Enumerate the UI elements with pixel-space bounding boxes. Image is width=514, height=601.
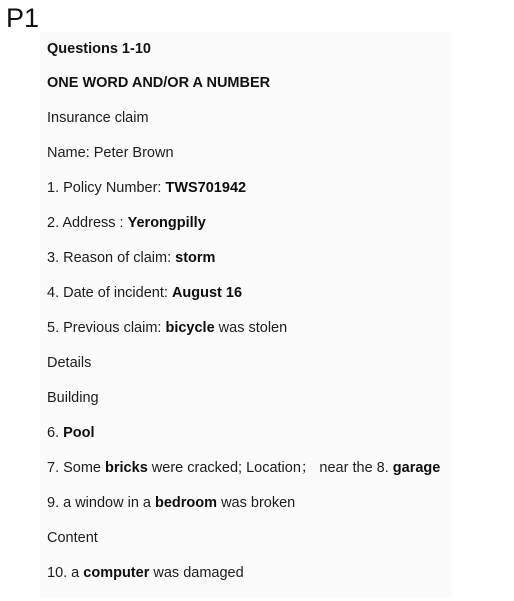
question-10-suffix: was damaged: [149, 565, 244, 581]
question-5: [47, 319, 287, 337]
question-1: [47, 179, 246, 197]
name-line: Name: Peter Brown: [47, 145, 174, 161]
question-6: [47, 424, 95, 442]
answer-5: bicycle: [165, 320, 215, 336]
question-4: [47, 284, 242, 302]
question-2: [47, 214, 206, 232]
question-9-label: 9. a window in a: [47, 495, 156, 511]
question-10: [47, 564, 244, 582]
instruction-heading: ONE WORD AND/OR A NUMBER: [47, 75, 271, 91]
answer-8: garage: [392, 460, 441, 476]
page-label: P1: [6, 3, 40, 33]
questions-heading-text: Questions 1-10: [47, 41, 151, 56]
question-3: [47, 249, 215, 267]
answer-1: TWS701942: [165, 180, 247, 196]
question-7-label: 7. Some: [47, 460, 106, 476]
answer-10: computer: [83, 565, 150, 581]
question-1-label: 1. Policy Number:: [47, 180, 166, 196]
details-label: Details: [47, 355, 92, 371]
building-label: Building: [47, 390, 99, 406]
answer-2: Yerongpilly: [127, 215, 206, 231]
question-5-suffix: was stolen: [214, 320, 288, 336]
questions-heading: [47, 38, 151, 56]
question-9-suffix: was broken: [217, 495, 296, 511]
content-label: Content: [47, 530, 98, 546]
form-title: Insurance claim: [47, 110, 149, 126]
question-8-label: were cracked; Location； near the 8.: [147, 460, 393, 476]
question-7-8: [47, 459, 440, 477]
question-5-label: 5. Previous claim:: [47, 320, 166, 336]
answer-9: bedroom: [155, 495, 218, 511]
answer-6: Pool: [63, 425, 95, 441]
question-9: [47, 494, 295, 512]
question-4-label: 4. Date of incident:: [47, 285, 172, 301]
answer-3: storm: [175, 250, 216, 266]
answer-7: bricks: [105, 460, 148, 476]
question-3-label: 3. Reason of claim:: [47, 250, 176, 266]
question-6-label: 6.: [47, 425, 64, 441]
question-10-label: 10. a: [47, 565, 84, 581]
answer-4: August 16: [171, 285, 243, 301]
question-2-label: 2. Address :: [47, 215, 128, 231]
